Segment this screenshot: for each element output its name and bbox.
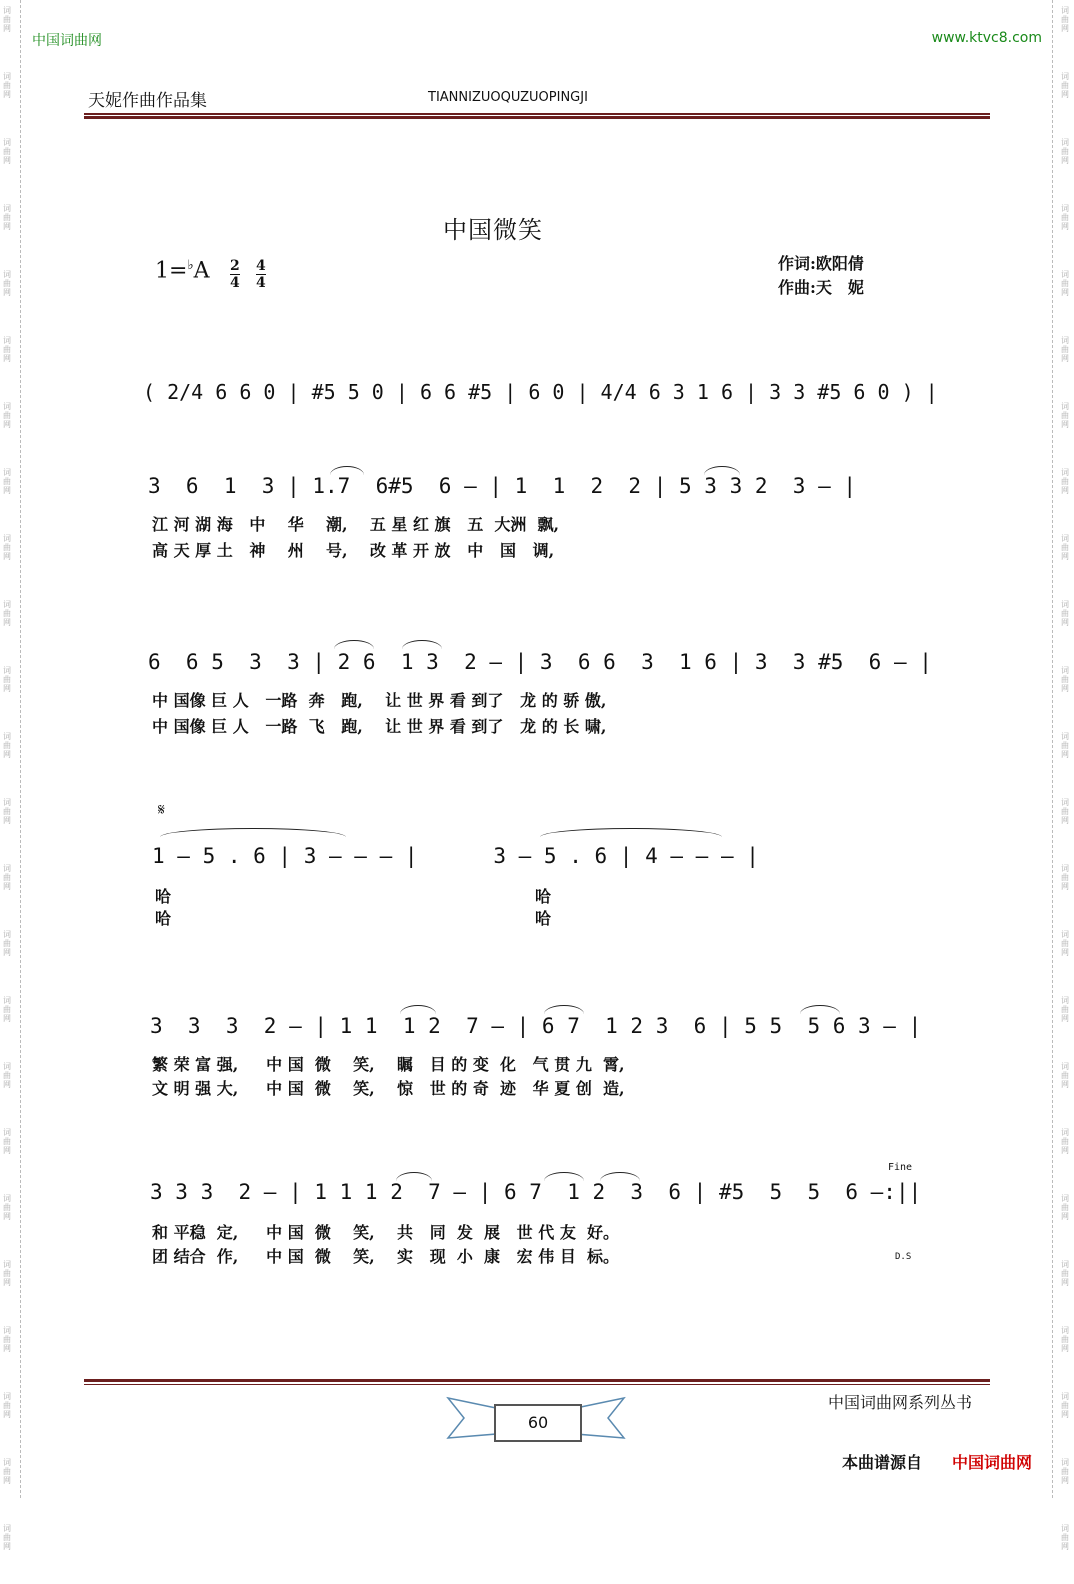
watermark-text: 词 曲 网: [3, 732, 11, 759]
watermark-text: 词 曲 网: [3, 1326, 11, 1353]
watermark-text: 词 曲 网: [3, 468, 11, 495]
line2-lyric-verse2: 中 国像 巨 人 一路 飞 跑, 让 世 界 看 到了 龙 的 长 啸,: [152, 717, 607, 736]
watermark-text: 词 曲 网: [3, 864, 11, 891]
watermark-text: 词 曲 网: [1061, 534, 1069, 561]
line3-lyric-verse1-a: 哈: [155, 887, 172, 906]
time-sig-top: 2: [230, 258, 240, 274]
credits: [778, 252, 864, 300]
right-watermark-column: [1060, 0, 1070, 1584]
watermark-text: 词 曲 网: [3, 666, 11, 693]
slur: [544, 1005, 584, 1014]
watermark-text: 词 曲 网: [1061, 468, 1069, 495]
watermark-text: 词 曲 网: [3, 72, 11, 99]
line2-notes: 6 6 5 3 3 | 2 6 1 3 2 — | 3 6 6 3 1 6 | 3 3 #5 6 — |: [148, 650, 932, 674]
source-site-link[interactable]: 中国词曲网: [952, 1453, 1033, 1472]
watermark-text: 词 曲 网: [3, 1194, 11, 1221]
line3-lyric-verse2-a: 哈: [155, 909, 172, 928]
line5-notes: 3 3 3 2 — | 1 1 1 2 7 — | 6 7 1 2 3 6 | #5 5 5 6 —:||: [150, 1180, 922, 1204]
watermark-text: 词 曲 网: [1061, 204, 1069, 231]
key-signature: [155, 258, 209, 283]
line5-lyric-verse1: 和 平稳 定, 中 国 微 笑, 共 同 发 展 世 代 友 好。: [152, 1223, 619, 1242]
watermark-text: 词 曲 网: [3, 6, 11, 33]
tie: [540, 828, 722, 837]
time-signature-2-4: [230, 258, 240, 291]
line5-lyric-verse2: 团 结合 作, 中 国 微 笑, 实 现 小 康 宏 伟 目 标。: [152, 1247, 619, 1266]
watermark-text: 词 曲 网: [3, 1260, 11, 1287]
slur: [402, 640, 442, 649]
watermark-text: 词 曲 网: [1061, 996, 1069, 1023]
key-prefix: 1=: [155, 258, 188, 284]
line4-lyric-verse1: 繁 荣 富 强, 中 国 微 笑, 瞩 目 的 变 化 气 贯 九 霄,: [152, 1055, 625, 1074]
watermark-text: 词 曲 网: [1061, 270, 1069, 297]
watermark-text: 词 曲 网: [3, 534, 11, 561]
footer-rule-thick: [84, 1379, 990, 1382]
ribbon-left-tail: [448, 1398, 496, 1438]
watermark-text: 词 曲 网: [1061, 1194, 1069, 1221]
book-pinyin: TIANNIZUOQUZUOPINGJI: [428, 90, 588, 105]
site-name-left[interactable]: 中国词曲网: [32, 33, 102, 49]
line3-lyric-verse1-b: 哈: [535, 887, 552, 906]
watermark-text: 词 曲 网: [1061, 1458, 1069, 1485]
time-sig-top: 4: [256, 258, 266, 274]
watermark-text: 词 曲 网: [3, 600, 11, 627]
header-rule-thick: [84, 116, 990, 119]
watermark-text: 词 曲 网: [1061, 864, 1069, 891]
watermark-text: 词 曲 网: [1061, 6, 1069, 33]
watermark-text: 词 曲 网: [3, 402, 11, 429]
watermark-text: 词 曲 网: [3, 996, 11, 1023]
line2-lyric-verse1: 中 国像 巨 人 一路 奔 跑, 让 世 界 看 到了 龙 的 骄 傲,: [152, 691, 607, 710]
watermark-text: 词 曲 网: [3, 1392, 11, 1419]
watermark-text: 词 曲 网: [1061, 666, 1069, 693]
flat-sign: ♭: [187, 258, 194, 273]
line3-lyric-verse2-b: 哈: [535, 909, 552, 928]
time-signature-4-4: [256, 258, 266, 291]
book-title: 天妮作曲作品集: [88, 91, 207, 111]
slur: [800, 1005, 840, 1014]
watermark-text: 词 曲 网: [3, 1128, 11, 1155]
watermark-text: 词 曲 网: [1061, 402, 1069, 429]
watermark-text: 词 曲 网: [1061, 72, 1069, 99]
watermark-text: 词 曲 网: [3, 270, 11, 297]
watermark-text: 词 曲 网: [1061, 1128, 1069, 1155]
watermark-text: 词 曲 网: [3, 798, 11, 825]
line4-lyric-verse2: 文 明 强 大, 中 国 微 笑, 惊 世 的 奇 迹 华 夏 创 造,: [152, 1079, 625, 1098]
ribbon-right-tail: [576, 1398, 624, 1438]
watermark-text: 词 曲 网: [3, 930, 11, 957]
line3-notes: 1 — 5 . 6 | 3 — — — | 3 — 5 . 6 | 4 — — — |: [152, 844, 759, 868]
source-label: 本曲谱源自: [842, 1453, 923, 1472]
watermark-text: 词 曲 网: [1061, 732, 1069, 759]
watermark-text: 词 曲 网: [1061, 930, 1069, 957]
composer: 作曲:天 妮: [778, 278, 864, 297]
time-sig-bottom: 4: [230, 275, 240, 291]
watermark-text: 词 曲 网: [3, 1062, 11, 1089]
slur: [334, 640, 374, 649]
left-watermark-column: [2, 0, 12, 1584]
line4-notes: 3 3 3 2 — | 1 1 1 2 7 — | 6 7 1 2 3 6 | 5 5 5 6 3 — |: [150, 1014, 922, 1038]
line1-lyric-verse1: 江 河 湖 海 中 华 潮, 五 星 红 旗 五 大洲 飘,: [152, 515, 560, 534]
page-number: 60: [494, 1404, 582, 1442]
segno-sign: 𝄋: [158, 800, 165, 819]
lyricist: 作词:欧阳倩: [778, 254, 864, 273]
dal-segno-marking: D.S: [895, 1252, 912, 1262]
watermark-text: 词 曲 网: [1061, 1062, 1069, 1089]
slur: [400, 1005, 436, 1014]
line1-notes: 3 6 1 3 | 1.7 6#5 6 — | 1 1 2 2 | 5 3 3 2 3 — |: [148, 474, 857, 498]
fine-marking: Fine: [888, 1162, 913, 1173]
watermark-text: 词 曲 网: [3, 204, 11, 231]
key-note: A: [193, 258, 210, 284]
tie: [160, 828, 346, 837]
watermark-text: 词 曲 网: [1061, 1392, 1069, 1419]
song-title: 中国微笑: [443, 216, 543, 244]
watermark-text: 词 曲 网: [3, 1524, 11, 1551]
intro-notes: ( 2/4 6 6 0 | #5 5 0 | 6 6 #5 | 6 0 | 4/4 6 3 1 6 | 3 3 #5 6 0 ) |: [143, 380, 938, 404]
watermark-text: 词 曲 网: [1061, 336, 1069, 363]
watermark-text: 词 曲 网: [1061, 1260, 1069, 1287]
header-rule-thin: [84, 113, 990, 115]
watermark-text: 词 曲 网: [1061, 1524, 1069, 1551]
site-url-right[interactable]: www.ktvc8.com: [931, 30, 1042, 46]
footer-rule-thin: [84, 1384, 990, 1385]
time-sig-bottom: 4: [256, 275, 266, 291]
line1-lyric-verse2: 高 天 厚 土 神 州 号, 改 革 开 放 中 国 调,: [152, 541, 555, 560]
series-title: 中国词曲网系列丛书: [828, 1393, 973, 1412]
watermark-text: 词 曲 网: [3, 138, 11, 165]
watermark-text: 词 曲 网: [1061, 798, 1069, 825]
watermark-text: 词 曲 网: [1061, 600, 1069, 627]
watermark-text: 词 曲 网: [3, 336, 11, 363]
watermark-text: 词 曲 网: [1061, 138, 1069, 165]
watermark-text: 词 曲 网: [1061, 1326, 1069, 1353]
watermark-text: 词 曲 网: [3, 1458, 11, 1485]
